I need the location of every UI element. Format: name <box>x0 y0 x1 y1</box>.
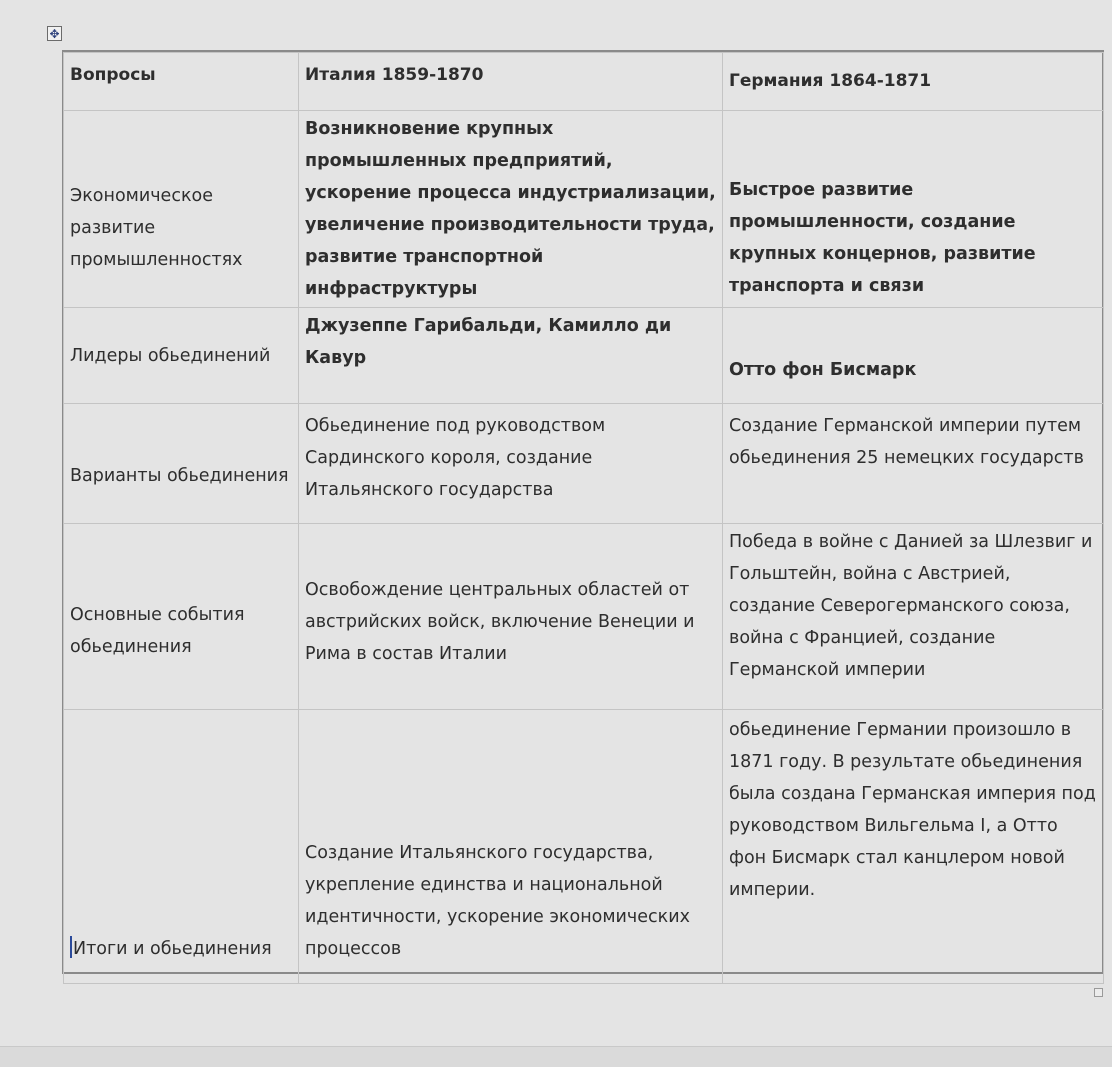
germany-text: Создание Германской империи путем обьединения 25 немецких государств <box>729 416 1084 468</box>
question-text: Лидеры обьединений <box>70 345 271 366</box>
germany-cell[interactable] <box>723 524 1104 710</box>
germany-cell[interactable] <box>723 111 1104 308</box>
question-cell[interactable] <box>64 404 299 524</box>
question-text: Итоги и обьединения <box>73 939 272 959</box>
italy-text: Обьединение под руководством Сардинского короля, создание Итальянского государства <box>305 416 606 500</box>
question-cell[interactable] <box>64 524 299 710</box>
germany-text: Победа в войне с Данией за Шлезвиг и Гольштейн, война с Австрией, создание Северогерманского союза, война с Францией, создание Германской империи <box>729 532 1093 680</box>
italy-cell[interactable] <box>299 404 723 524</box>
header-cell-questions[interactable]: Вопросы <box>64 53 299 111</box>
table-row <box>64 308 1104 404</box>
italy-cell[interactable] <box>299 524 723 710</box>
italy-cell[interactable] <box>299 111 723 308</box>
table-row <box>64 524 1104 710</box>
italy-text: Возникновение крупных промышленных предприятий, ускорение процесса индустриализации, увеличение производительности труда, развитие транспортной инфраструктуры <box>305 119 716 299</box>
germany-text: Быстрое развитие промышленности, создание крупных концернов, развитие транспорта и связи <box>729 180 1036 296</box>
question-text: Варианты обьединения <box>70 465 289 486</box>
page-bottom-edge <box>0 1046 1112 1067</box>
question-cell[interactable] <box>64 710 299 984</box>
question-text: Экономическое развитие промышленностях <box>70 186 243 270</box>
comparison-table[interactable] <box>63 52 1104 984</box>
table-header-row <box>64 53 1104 111</box>
germany-cell[interactable] <box>723 710 1104 984</box>
italy-text: Создание Итальянского государства, укрепление единства и национальной идентичности, ускорение экономических процессов <box>305 843 690 959</box>
header-cell-italy[interactable]: Италия 1859-1870 <box>299 53 723 111</box>
text-cursor <box>70 936 72 958</box>
question-cell[interactable] <box>64 308 299 404</box>
table-move-handle-icon[interactable]: ✥ <box>47 26 62 41</box>
table-row <box>64 111 1104 308</box>
italy-cell[interactable] <box>299 308 723 404</box>
table-row <box>64 710 1104 984</box>
question-cell[interactable] <box>64 111 299 308</box>
table-row <box>64 404 1104 524</box>
germany-text: Отто фон Бисмарк <box>729 359 917 380</box>
question-text: Основные события обьединения <box>70 604 245 657</box>
italy-text: Джузеппе Гарибальди, Камилло ди Кавур <box>305 316 672 368</box>
germany-cell[interactable] <box>723 308 1104 404</box>
italy-text: Освобождение центральных областей от австрийских войск, включение Венеции и Рима в состав Италии <box>305 579 695 664</box>
germany-text: обьединение Германии произошло в 1871 году. В результате обьединения была создана Германская империя под руководством Вильгельма I, а Отто фон Бисмарк стал канцлером новой империи. <box>729 720 1096 900</box>
table-resize-handle-icon[interactable] <box>1094 988 1103 997</box>
italy-cell[interactable] <box>299 710 723 984</box>
germany-cell[interactable] <box>723 404 1104 524</box>
header-cell-germany[interactable]: Германия 1864-1871 <box>723 53 1104 111</box>
